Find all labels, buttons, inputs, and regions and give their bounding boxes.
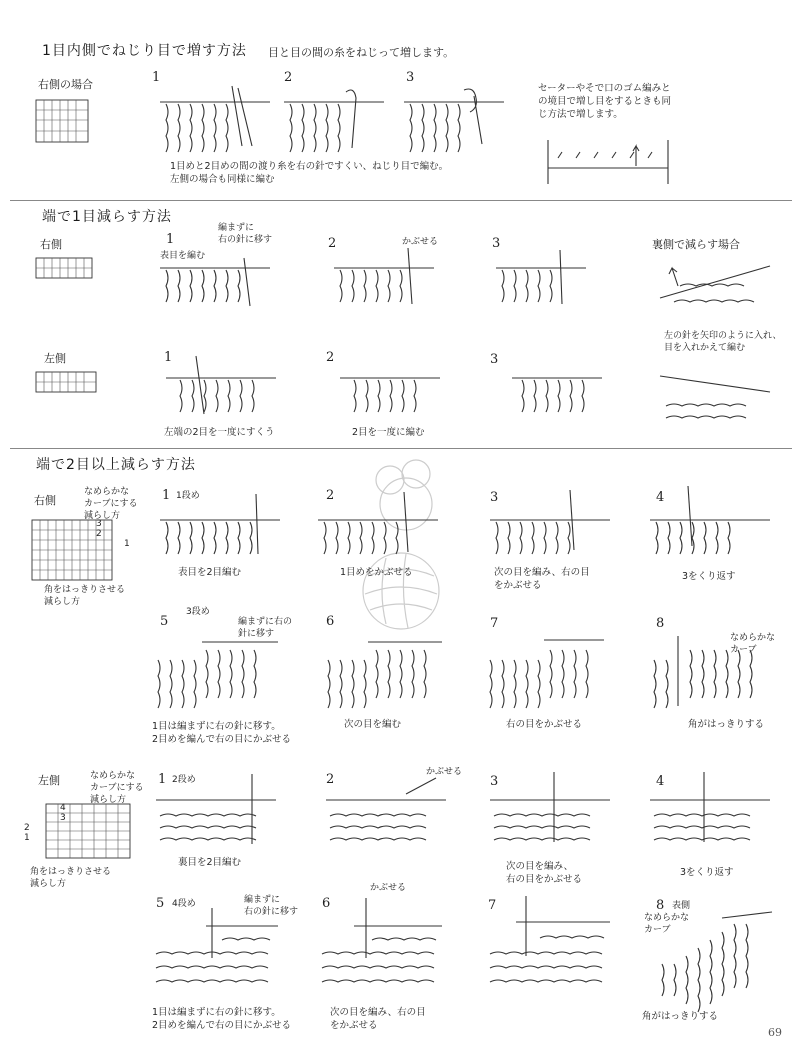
s1-caption: 1目めと2目めの間の渡り糸を右の針ですくい、ねじり目で編む。 左側の場合も同様に編む — [170, 161, 449, 185]
s2-left-label: 左側 — [44, 352, 66, 365]
increase-chart — [36, 100, 88, 142]
s3-chart-curve-note-right: なめらかな カーブにする 減らし方 — [84, 487, 138, 521]
s3l-step-4-caption: 3をくり返す — [680, 867, 734, 878]
s3-mark-left-3: 3 — [60, 813, 66, 823]
knit-illustration — [152, 914, 278, 998]
s2-right-step-2: 2 — [328, 236, 337, 251]
section2-title: 端で1目減らす方法 — [42, 209, 172, 225]
knit-illustration — [318, 914, 442, 998]
section1-title: 1目内側でねじり目で増す方法 — [42, 43, 247, 59]
knit-illustration — [340, 368, 440, 422]
sweater-diagram — [548, 140, 668, 184]
s3l-step-5: 5 — [156, 896, 165, 911]
knit-illustration — [160, 86, 270, 156]
s3r-step-5-row: 3段め — [186, 607, 210, 617]
knit-illustration — [152, 630, 278, 712]
knit-illustration — [160, 504, 280, 562]
s3-chart-corner-note-left: 角をはっきりさせる 減らし方 — [30, 867, 112, 889]
s3r-step-5-note: 編まずに右の 針に移す — [238, 617, 293, 639]
s2-left-step-1: 1 — [164, 350, 173, 365]
s3r-step-1-row: 1段め — [176, 491, 200, 501]
s3r-step-3: 3 — [490, 490, 499, 505]
knit-illustration — [318, 504, 438, 562]
s3-mark-left-4: 4 — [60, 803, 66, 813]
s1-step-3: 3 — [406, 70, 415, 85]
s3r-step-5-caption: 1目は編まずに右の針に移す。 2目めを編んで右の目にかぶせる — [152, 721, 292, 745]
s3l-step-8-side: 表側 — [672, 901, 691, 911]
knit-illustration — [490, 504, 610, 562]
s1-step-2: 2 — [284, 70, 293, 85]
s3r-step-6: 6 — [326, 614, 335, 629]
s3r-step-6-caption: 次の目を編む — [344, 719, 402, 730]
purl-illustration — [660, 362, 770, 422]
knit-illustration — [156, 790, 276, 850]
s2-right-step-3: 3 — [492, 236, 501, 251]
purl-illustration — [660, 256, 770, 312]
s3-mark-left-1: 1 — [24, 833, 30, 843]
s3l-step-5-note: 編まずに 右の針に移す — [244, 895, 299, 917]
s3l-step-6-note: かぶせる — [370, 883, 407, 893]
s3-mark-right-2: 2 — [96, 529, 102, 539]
s3l-step-1: 1 — [158, 772, 167, 787]
s3r-step-7: 7 — [490, 616, 499, 631]
s3r-step-8-caption: 角がはっきりする — [688, 719, 765, 730]
knit-illustration — [284, 86, 384, 156]
s3-mark-right-1: 1 — [124, 539, 130, 549]
s3l-step-5-caption: 1目は編まずに右の針に移す。 2目めを編んで右の目にかぶせる — [152, 1007, 292, 1031]
decrease-chart-right — [36, 258, 92, 278]
s2-right-step1-note2: 表目を編む — [160, 251, 206, 261]
s3r-step-4-caption: 3をくり返す — [682, 571, 736, 582]
s2-left-step-2: 2 — [326, 350, 335, 365]
s3-chart-corner-note-right: 角をはっきりさせる 減らし方 — [44, 585, 126, 607]
s3r-step-5: 5 — [160, 614, 169, 629]
s2-right-step-1: 1 — [166, 232, 175, 247]
knit-illustration — [648, 914, 772, 1006]
s3l-step-2-note: かぶせる — [426, 767, 463, 777]
s3-mark-right-3: 3 — [96, 519, 102, 529]
s3l-step-3: 3 — [490, 774, 499, 789]
knit-illustration — [484, 630, 604, 712]
knit-illustration — [160, 258, 270, 312]
knit-illustration — [166, 368, 276, 422]
s1-note: セーターやそで口のゴム編みと の境目で増し目をするときも同 じ方法で増します。 — [538, 83, 672, 120]
knit-illustration — [490, 790, 610, 850]
knit-illustration — [648, 630, 772, 712]
s3r-step-2: 2 — [326, 488, 335, 503]
s3l-step-1-row: 2段め — [172, 775, 196, 785]
s2-right-step2-note: かぶせる — [402, 237, 439, 247]
knit-illustration — [486, 914, 610, 998]
s2-left-caption2: 2目を一度に編む — [352, 427, 425, 438]
s1-step-1: 1 — [152, 70, 161, 85]
decrease-chart-left — [36, 372, 96, 392]
s3l-step-5-row: 4段め — [172, 899, 196, 909]
section3-title: 端で2目以上減らす方法 — [36, 457, 196, 473]
s3r-step-7-caption: 右の目をかぶせる — [506, 719, 583, 730]
s3-right-label: 右側 — [34, 494, 56, 507]
s2-left-caption1: 左端の2目を一度にすくう — [164, 427, 275, 438]
s3l-step-6: 6 — [322, 896, 331, 911]
s3l-step-2: 2 — [326, 772, 335, 787]
s3l-step-4: 4 — [656, 774, 665, 789]
s3r-step-3-caption: 次の目を編み、右の目 をかぶせる — [494, 567, 590, 591]
s3-left-label: 左側 — [38, 774, 60, 787]
knit-illustration — [404, 86, 504, 156]
page-number: 69 — [768, 1026, 782, 1039]
s3l-step-8-caption: 角がはっきりする — [642, 1011, 719, 1022]
s3l-step-8-note: なめらかな カーブ — [644, 913, 690, 935]
s3l-step-3-caption: 次の目を編み、 右の目をかぶせる — [506, 861, 583, 885]
knit-illustration — [326, 790, 446, 850]
s2-right-step1-note: 編まずに 右の針に移す — [218, 223, 273, 245]
knit-illustration — [650, 504, 770, 562]
knit-illustration — [334, 258, 434, 312]
s3r-step-1-caption: 表目を2目編む — [178, 567, 242, 578]
section1-side-label: 右側の場合 — [38, 78, 93, 91]
s3r-step-8: 8 — [656, 616, 665, 631]
decrease-chart-2-left — [46, 804, 130, 858]
knit-illustration — [322, 630, 442, 712]
s3l-step-6-caption: 次の目を編み、右の目 をかぶせる — [330, 1007, 426, 1031]
s3-mark-left-2: 2 — [24, 823, 30, 833]
s2-purl-title: 裏側で減らす場合 — [652, 238, 740, 251]
s3r-step-8-note: なめらかな カーブ — [730, 633, 776, 655]
s2-purl-caption: 左の針を矢印のように入れ、 目を入れかえて編む — [664, 331, 782, 353]
s3-chart-curve-note-left: なめらかな カーブにする 減らし方 — [90, 771, 144, 805]
s3r-step-4: 4 — [656, 490, 665, 505]
s3l-step-1-caption: 裏目を2目編む — [178, 857, 242, 868]
s3l-step-7: 7 — [488, 898, 497, 913]
s2-right-label: 右側 — [40, 238, 62, 251]
knit-illustration — [496, 258, 586, 312]
s2-left-step-3: 3 — [490, 352, 499, 367]
knit-illustration — [650, 790, 770, 850]
knit-illustration — [512, 368, 602, 422]
s3r-step-2-caption: 1目めをかぶせる — [340, 567, 413, 578]
s3r-step-1: 1 — [162, 488, 171, 503]
s3l-step-8: 8 — [656, 898, 665, 913]
section1-subtitle: 目と目の間の糸をねじって増します。 — [268, 46, 455, 59]
